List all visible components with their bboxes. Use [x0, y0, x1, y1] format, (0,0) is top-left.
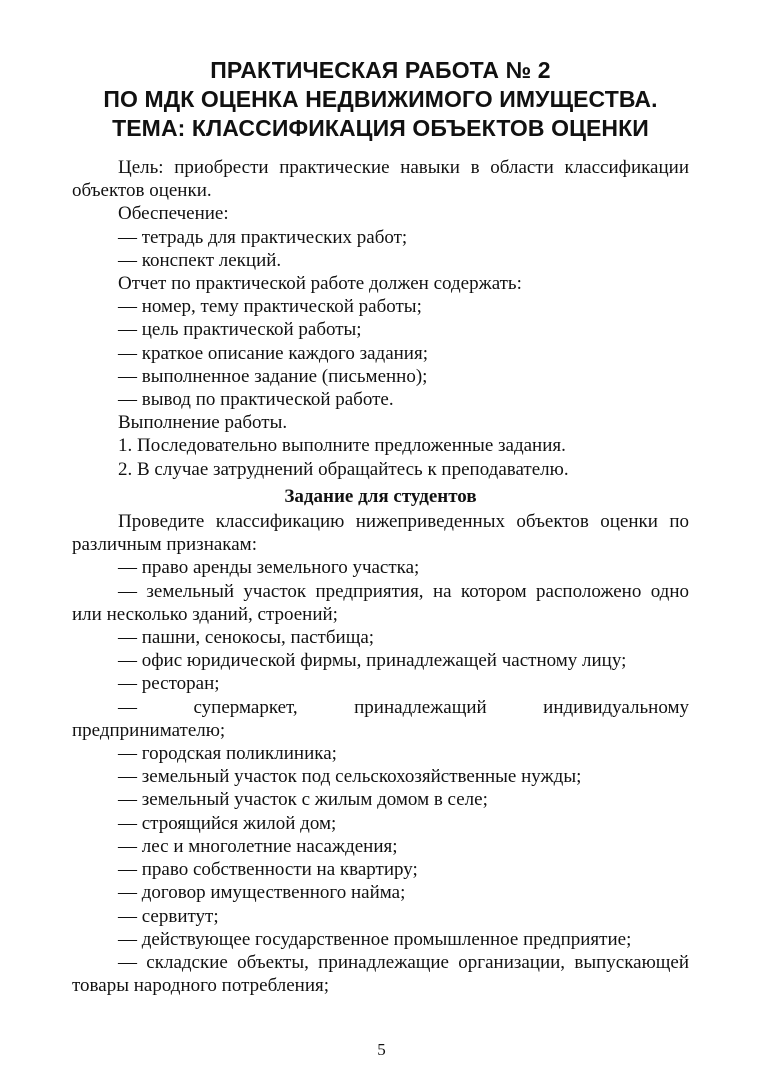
task-heading: Задание для студентов — [284, 485, 477, 507]
goal-paragraph: Цель: приобрести практические навыки в области классификации объектов оценки. — [72, 157, 689, 202]
report-item: — цель практической работы; — [118, 319, 362, 341]
document-title — [72, 56, 689, 143]
task-item: — ресторан; — [118, 673, 220, 695]
execution-step: 2. В случае затруднений обращайтесь к преподавателю. — [118, 458, 569, 480]
task-item: — земельный участок предприятия, на котором расположено одно или несколько зданий, строений; — [72, 580, 689, 625]
provision-label: Обеспечение: — [118, 203, 229, 225]
provision-item: — тетрадь для практических работ; — [118, 226, 408, 248]
task-item: — строящийся жилой дом; — [118, 812, 337, 834]
task-item: — право собственности на квартиру; — [118, 859, 418, 881]
task-item: — супермаркет, принадлежащий индивидуальному предпринимателю; — [72, 696, 689, 741]
report-item: — номер, тему практической работы; — [118, 296, 422, 318]
task-item: — пашни, сенокосы, пастбища; — [118, 627, 375, 649]
execution-label: Выполнение работы. — [118, 412, 288, 434]
title-line-3: ТЕМА: КЛАССИФИКАЦИЯ ОБЪЕКТОВ ОЦЕНКИ — [112, 115, 649, 141]
title-line-2: ПО МДК ОЦЕНКА НЕДВИЖИМОГО ИМУЩЕСТВА. — [103, 86, 658, 112]
task-item: — право аренды земельного участка; — [118, 557, 420, 579]
report-label: Отчет по практической работе должен содержать: — [118, 273, 522, 295]
task-item: — земельный участок с жилым домом в селе; — [118, 789, 488, 811]
report-item: — вывод по практической работе. — [118, 389, 394, 411]
title-line-1: ПРАКТИЧЕСКАЯ РАБОТА № 2 — [210, 57, 551, 83]
task-item: — договор имущественного найма; — [118, 882, 406, 904]
task-item: — сервитут; — [118, 905, 219, 927]
report-item: — выполненное задание (письменно); — [118, 365, 428, 387]
task-item: — лес и многолетние насаждения; — [118, 835, 398, 857]
task-item: — складские объекты, принадлежащие организации, выпускающей товары народного потребления; — [72, 951, 689, 997]
page-number: 5 — [377, 1040, 386, 1059]
task-item: — земельный участок под сельскохозяйственные нужды; — [118, 766, 582, 788]
provision-item: — конспект лекций. — [118, 249, 282, 271]
document-page — [72, 56, 689, 997]
task-item: — городская поликлиника; — [118, 743, 337, 765]
execution-step: 1. Последовательно выполните предложенные задания. — [118, 435, 566, 457]
report-item: — краткое описание каждого задания; — [118, 342, 428, 364]
task-item: — офис юридической фирмы, принадлежащей частному лицу; — [118, 650, 627, 672]
task-instruction: Проведите классификацию нижеприведенных объектов оценки по различным признакам: — [72, 511, 689, 556]
task-item: — действующее государственное промышленное предприятие; — [118, 928, 632, 950]
